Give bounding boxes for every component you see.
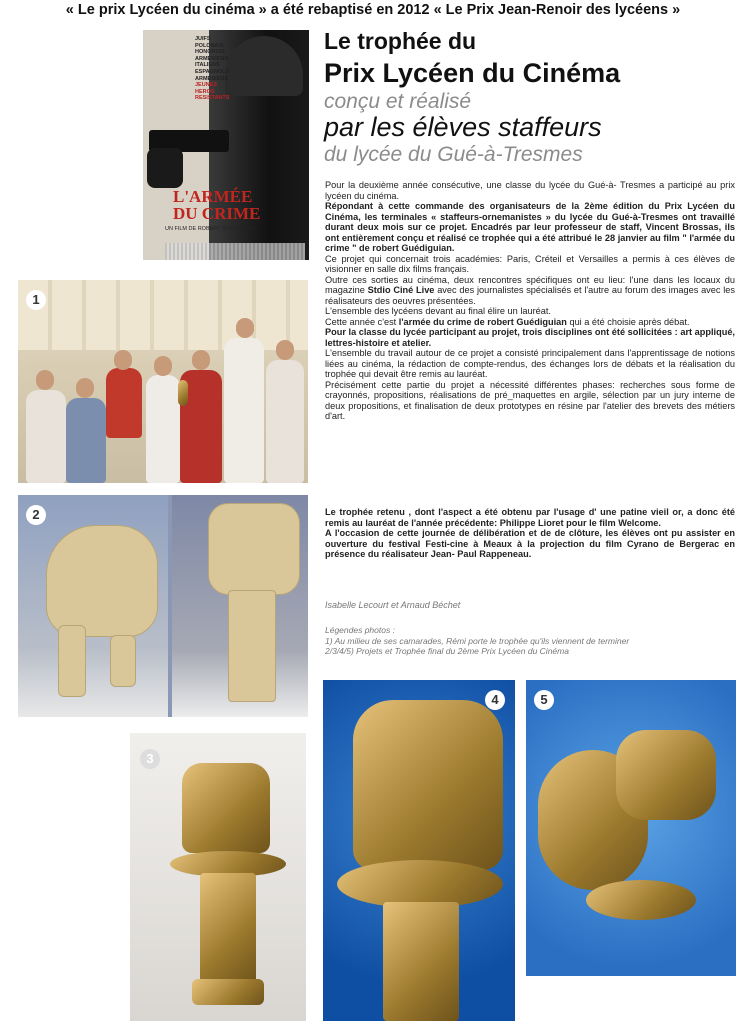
student-head (276, 340, 294, 360)
title-line-3: conçu et réalisé (324, 90, 472, 113)
film-poster (143, 30, 309, 260)
student (26, 390, 66, 483)
student-head (192, 350, 210, 370)
paragraph: Pour la classe du lycée participant au projet, trois disciplines ont été sollicitées : art appliqué, lettres-histoire et atelier. (325, 327, 735, 348)
student (266, 360, 304, 483)
clay-column-body (228, 590, 276, 702)
trophy-base (586, 880, 696, 920)
paragraph: L'ensemble du travail autour de ce projet a consisté principalement dans l'apprentissage de notions liées au cinéma, la rédaction de compte-rendus, des échanges lors de débats et la réalisation du trophée qui devait être remis au lauréat. (325, 348, 735, 379)
paragraph: Le trophée retenu , dont l'aspect a été obtenu par l'usage d' une patine vieil or, a donc été remis au lauréat de l'année précédente: Philippe Lioret pour le film Welcome. (325, 507, 735, 528)
trophy (178, 380, 188, 406)
photo-trophy-camera (526, 680, 736, 976)
poster-credits (165, 243, 305, 260)
article-conclusion (325, 507, 735, 560)
title-line-4: par les élèves staffeurs (324, 112, 602, 142)
title-line-2: Prix Lycéen du Cinéma (324, 58, 621, 88)
student (106, 368, 142, 438)
title-line-1: Le trophée du (324, 28, 477, 54)
clay-camera-leg (110, 635, 136, 687)
paragraph: A l'occasion de cette journée de délibération et de de clôture, les élèves ont pu assister en ouverture du festival Festi-cine à Meaux à la projection du film Cyrano de Bergerac en présence du réalisateur Jean- Paul Rappeneau. (325, 528, 735, 559)
poster-hand (147, 148, 183, 188)
legend-item: 2/3/4/5) Projets et Trophée final du 2ème Prix Lycéen du Cinéma (325, 646, 569, 656)
student-head (114, 350, 132, 370)
page-banner: « Le prix Lycéen du cinéma » a été rebaptisé en 2012 « Le Prix Jean-Renoir des lycéens » (65, 2, 681, 18)
clay-camera-leg (58, 625, 86, 697)
legends-title: Légendes photos : (325, 625, 395, 635)
photo-students-group (18, 280, 308, 483)
paragraph: Cette année c'est l'armée du crime de robert Guédiguian qui a été choisie après débat. (325, 316, 690, 327)
author-signature: Isabelle Lecourt et Arnaud Béchet (325, 600, 461, 610)
student-head (36, 370, 54, 390)
trophy-base (192, 979, 264, 1005)
trophy-column (200, 873, 256, 983)
trophy-ring (337, 860, 503, 908)
trophy-top (182, 763, 270, 853)
poster-subtitle: UN FILM DE ROBERT GUÉDIGUIAN (165, 226, 257, 232)
student-head (76, 378, 94, 398)
poster-title: L'ARMÉE DU CRIME (173, 187, 261, 223)
photo-badge: 3 (140, 749, 160, 769)
paragraph: Ce projet qui concernait trois académies: Paris, Créteil et Versailles a permis à ces élèves de visionner en salle dix films français. (325, 253, 735, 274)
trophy-column (383, 902, 459, 1021)
clay-column-top (208, 503, 300, 595)
photo-trophy-closeup (323, 680, 515, 1021)
clay-camera-model (46, 525, 158, 637)
article-body (325, 180, 735, 422)
trophy-camera (353, 700, 503, 870)
photo-clay-models (18, 495, 308, 717)
legend-item: 1) Au milieu de ses camarades, Rémi porte le trophée qu'ils viennent de terminer (325, 636, 630, 646)
paragraph: Pour la deuxième année consécutive, une classe du lycée du Gué-à- Tresmes a participé au prix lycéen du cinéma. (325, 180, 735, 201)
title-line-5: du lycée du Gué-à-Tresmes (324, 143, 583, 166)
photo-badge: 1 (26, 290, 46, 310)
student-head (154, 356, 172, 376)
paragraph: Précisément cette partie du projet a nécessité différentes phases: recherches sous forme de crayonnés, propositions, réalisations de pré_maquettes en argile, sélection par un jury interne de deux propositions, et finalisation de deux prototypes en résine par l'atelier des brevets des métiers d'art. (325, 379, 735, 421)
photo-badge: 2 (26, 505, 46, 525)
photo-trophy-prototype (130, 733, 306, 1021)
paragraph: Outre ces sorties au cinéma, deux rencontres spécifiques ont eu lieu: l'une dans les locaux du magazine Stdio Ciné Live avec des journalistes spécialisés et l'autre au forum des images avec les réalisateurs des oeuvres présentées. (325, 274, 735, 306)
student-head (236, 318, 254, 338)
photo-badge: 5 (534, 690, 554, 710)
photo-background (18, 280, 308, 350)
student (66, 398, 106, 483)
photo-badge: 4 (485, 690, 505, 710)
student (146, 375, 180, 483)
student (224, 338, 264, 483)
poster-list: JUIFS POLONAIS HONGROIS ARMENIENS ITALIENS ESPAGNOLS ARMENIENS JEUNES HEROS RESISTANTS (195, 36, 230, 102)
trophy-body (616, 730, 716, 820)
paragraph: L'ensemble des lycéens devant au final élire un lauréat. (325, 306, 551, 316)
paragraph: Répondant à cette commande des organisateurs de la 2ème édition du Prix Lycéen du Cinéma, les terminales « staffeurs-ornemanistes » du lycée du Gué-à-Tresmes ont travaillé durant deux mois sur ce projet. Encadrés par leur professeur de staff, Vincent Brossas, ils ont entièrement conçu et réalisé ce trophée qui a été attribué le 28 janvier au film " l'armée du crime " de robert Guédiguian. (325, 201, 735, 253)
